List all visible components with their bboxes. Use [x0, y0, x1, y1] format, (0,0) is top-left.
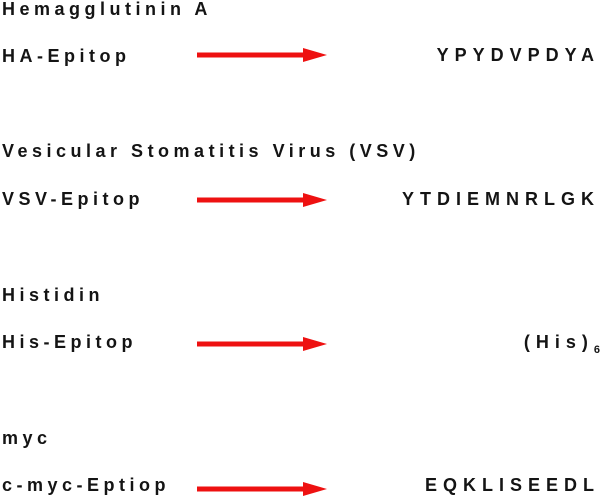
- epitope-label-his: His-Epitop: [2, 332, 137, 352]
- section-heading-histidin: Histidin: [2, 285, 104, 305]
- sequence-subscript: 6: [593, 344, 600, 356]
- sequence-text-ha: YPYDVPDYA: [436, 45, 600, 65]
- right-arrow-icon: [197, 48, 327, 62]
- right-arrow-icon: [197, 482, 327, 496]
- arrow-head: [303, 337, 327, 351]
- epitope-label-vsv: VSV-Epitop: [2, 189, 145, 209]
- section-heading-vsv: Vesicular Stomatitis Virus (VSV): [2, 141, 420, 161]
- section-heading-hemagglutinin: Hemagglutinin A: [2, 0, 212, 19]
- epitope-label-ha: HA-Epitop: [2, 46, 131, 66]
- right-arrow-icon: [197, 193, 327, 207]
- section-heading-myc: myc: [2, 428, 52, 448]
- sequence-text-his: [524, 332, 600, 355]
- epitope-label-cmyc: c-myc-Eptiop: [2, 475, 171, 495]
- sequence-text-cmyc: EQKLISEEDL: [424, 475, 600, 495]
- arrow-head: [303, 482, 327, 496]
- sequence-main: (His): [523, 332, 594, 352]
- right-arrow-icon: [197, 337, 327, 351]
- sequence-text-vsv: YTDIEMNRLGK: [402, 189, 600, 209]
- arrow-head: [303, 193, 327, 207]
- arrow-head: [303, 48, 327, 62]
